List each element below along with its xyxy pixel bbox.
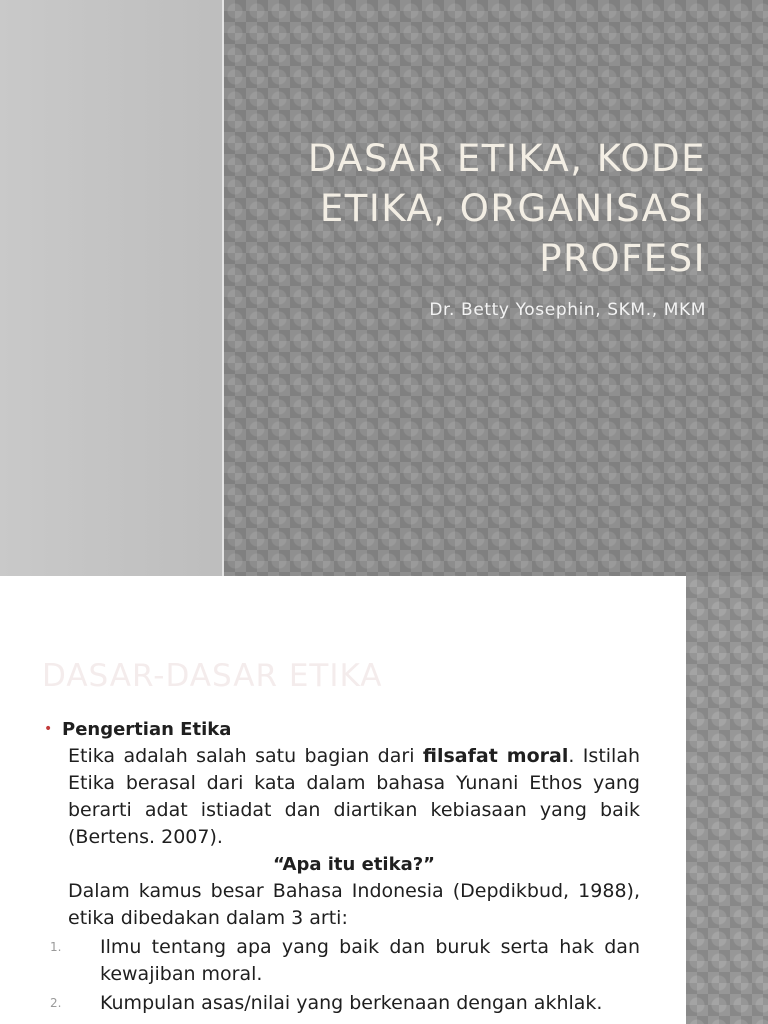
- bullet-label: Pengertian Etika: [62, 719, 232, 740]
- list-text: Kumpulan asas/nilai yang berkenaan dengan akhlak.: [100, 992, 603, 1014]
- bullet-dot-icon: •: [44, 721, 53, 737]
- para1-bold: filsafat moral: [422, 745, 569, 767]
- list-item: [44, 934, 640, 988]
- slide-content: [44, 716, 640, 1017]
- slide-heading: DASAR-DASAR ETIKA: [42, 658, 383, 694]
- content-slide: [0, 576, 768, 1024]
- definition-paragraph: [68, 743, 640, 851]
- side-pattern: [686, 576, 768, 1024]
- title-line-2: ETIKA, ORGANISASI: [319, 187, 706, 230]
- para1-end: . Istilah Etika berasal dari kata dalam bahasa Yunani Ethos yang berarti adat istiadat dan diartikan kebiasaan yang baik (Bertens. 2007).: [68, 745, 641, 848]
- list-number: 2.: [50, 996, 62, 1010]
- question-quote: “Apa itu etika?”: [273, 854, 435, 875]
- background-pattern: [224, 0, 768, 576]
- kbbi-paragraph: Dalam kamus besar Bahasa Indonesia (Depdikbud, 1988), etika dibedakan dalam 3 arti:: [68, 880, 640, 929]
- para1-start: Etika adalah salah satu bagian dari: [68, 745, 423, 767]
- list-item: [44, 990, 640, 1017]
- author-subtitle: Dr. Betty Yosephin, SKM., MKM: [429, 300, 706, 320]
- list-number: 1.: [50, 940, 62, 954]
- bullet-item: [44, 716, 640, 743]
- title-line-3: PROFESI: [539, 237, 706, 280]
- slide-title: [246, 134, 706, 284]
- title-line-1: DASAR ETIKA, KODE: [307, 137, 706, 180]
- list-text: Ilmu tentang apa yang baik dan buruk serta hak dan kewajiban moral.: [100, 936, 640, 985]
